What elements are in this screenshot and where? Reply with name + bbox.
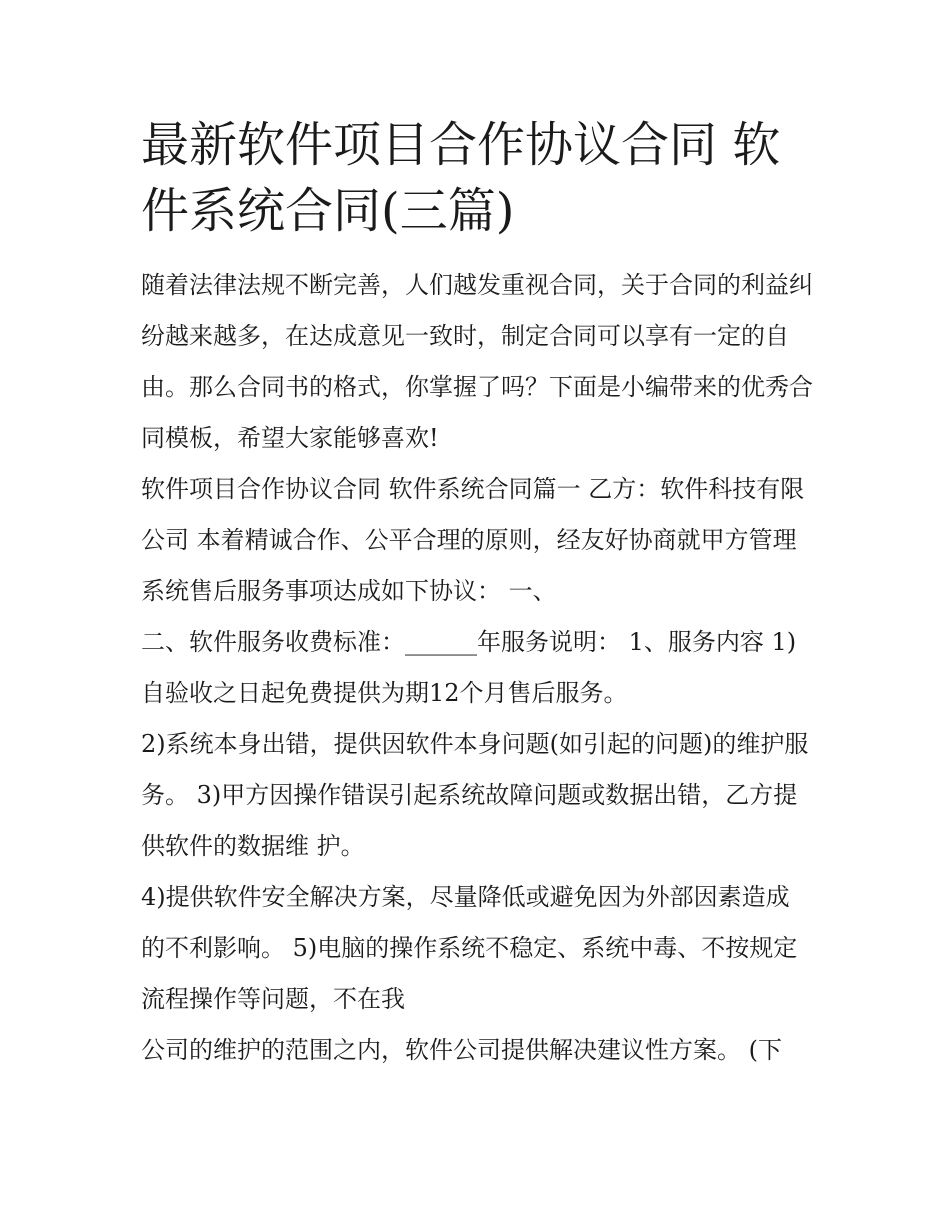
intro-paragraph: 随着法律法规不断完善，人们越发重视合同，关于合同的利益纠纷越来越多，在达成意见一致时，制定合同可以享有一定的自由。那么合同书的格式，你掌握了吗？下面是小编带来的优秀合同模板，希望大家能够喜欢!: [141, 271, 813, 452]
service-fee-paragraph: 二、软件服务收费标准：______年服务说明： 1、服务内容 1)自验收之日起免费提供为期12个月售后服务。: [141, 628, 797, 707]
contract-preamble-paragraph: 软件项目合作协议合同 软件系统合同篇一 乙方：软件科技有限公司 本着精诚合作、公平合理的原则，经友好协商就甲方管理系统售后服务事项达成如下协议： 一、: [141, 475, 805, 605]
document-title: 最新软件项目合作协议合同 软件系统合同(三篇): [141, 117, 781, 239]
service-item-2-3-paragraph: 2)系统本身出错，提供因软件本身问题(如引起的问题)的维护服务。 3)甲方因操作错误引起系统故障问题或数据出错，乙方提供软件的数据维 护。: [141, 730, 809, 860]
service-item-4-5-paragraph: 4)提供软件安全解决方案，尽量降低或避免因为外部因素造成的不利影响。 5)电脑的操作系统不稳定、系统中毒、不按规定流程操作等问题，不在我: [141, 883, 798, 1013]
maintenance-scope-paragraph: 公司的维护的范围之内，软件公司提供解决建议性方案。 (下: [141, 1036, 782, 1064]
document-body: [141, 112, 813, 1076]
